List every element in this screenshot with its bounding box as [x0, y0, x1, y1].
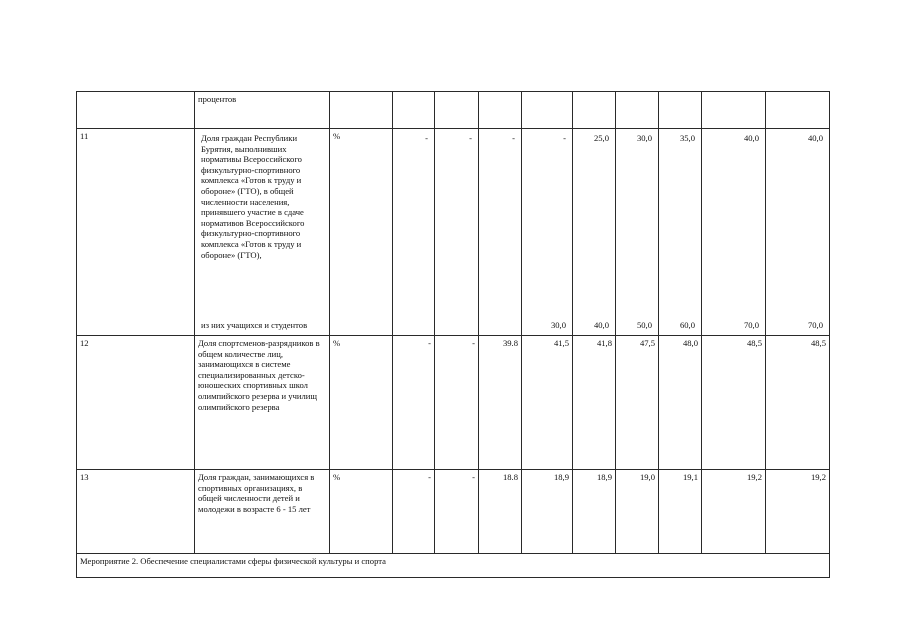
- table-row: [77, 336, 830, 470]
- value-cell: 40,0 70,0: [702, 129, 766, 336]
- value-cell: -: [393, 336, 435, 470]
- value-cell: 18,9: [573, 470, 616, 554]
- name-cell: процентов: [195, 92, 330, 129]
- indicator-name-cell: [195, 129, 330, 336]
- indicator-name: Доля спортсменов-разрядников в общем количестве лиц, занимающихся в системе специализированных детско-юношеских спортивных школ олимпийского резерва и училищ олимпийского резерва: [195, 336, 330, 470]
- event-title: Мероприятие 2. Обеспечение специалистами сферы физической культуры и спорта: [77, 554, 830, 578]
- value-cell: 19,2: [766, 470, 830, 554]
- num-cell: [77, 92, 195, 129]
- table-row: [77, 129, 830, 336]
- unit-cell: %: [330, 129, 393, 336]
- value-cell: 47,5: [616, 336, 659, 470]
- value-cell: 35,0 60,0: [659, 129, 702, 336]
- value-cell: 18,9: [522, 470, 573, 554]
- indicator-name: Доля граждан, занимающихся в спортивных организациях, в общей численности детей и молодежи в возрасте 6 - 15 лет: [195, 470, 330, 554]
- value-cell: 18.8: [479, 470, 522, 554]
- value-cell: 48,5: [766, 336, 830, 470]
- value-cell: -: [479, 129, 522, 336]
- value-cell: -: [393, 470, 435, 554]
- continuation-row: [77, 92, 830, 129]
- value-cell: 41,8: [573, 336, 616, 470]
- value-cell: -: [393, 129, 435, 336]
- event-row: [77, 554, 830, 578]
- value-cell: 41,5: [522, 336, 573, 470]
- value-cell: -: [435, 129, 479, 336]
- unit-cell: %: [330, 336, 393, 470]
- indicator-name: Доля граждан Республики Бурятия, выполнивших нормативы Всероссийского физкультурно-спортивного комплекса «Готов к труду и обороне» (ГТО), в общей численности населения, принявшего участие в сдаче нормативов Всероссийского физкультурно-спортивного комплекса «Готов к труду и обороне» (ГТО),: [201, 133, 305, 260]
- value-cell: 19,2: [702, 470, 766, 554]
- value-cell: 25,0 40,0: [573, 129, 616, 336]
- value-cell: 48,0: [659, 336, 702, 470]
- value-cell: 19,1: [659, 470, 702, 554]
- value-cell: 30,0 50,0: [616, 129, 659, 336]
- value-cell: 19,0: [616, 470, 659, 554]
- row-number: 11: [77, 129, 195, 336]
- value-cell: 39.8: [479, 336, 522, 470]
- value-cell: - 30,0: [522, 129, 573, 336]
- value-cell: -: [435, 470, 479, 554]
- value-cell: 48,5: [702, 336, 766, 470]
- row-number: 13: [77, 470, 195, 554]
- indicators-table: [76, 91, 830, 578]
- value-cell: 40,0 70,0: [766, 129, 830, 336]
- unit-cell: %: [330, 470, 393, 554]
- row-number: 12: [77, 336, 195, 470]
- table-row: [77, 470, 830, 554]
- indicator-subname: из них учащихся и студентов: [201, 320, 308, 331]
- value-cell: -: [435, 336, 479, 470]
